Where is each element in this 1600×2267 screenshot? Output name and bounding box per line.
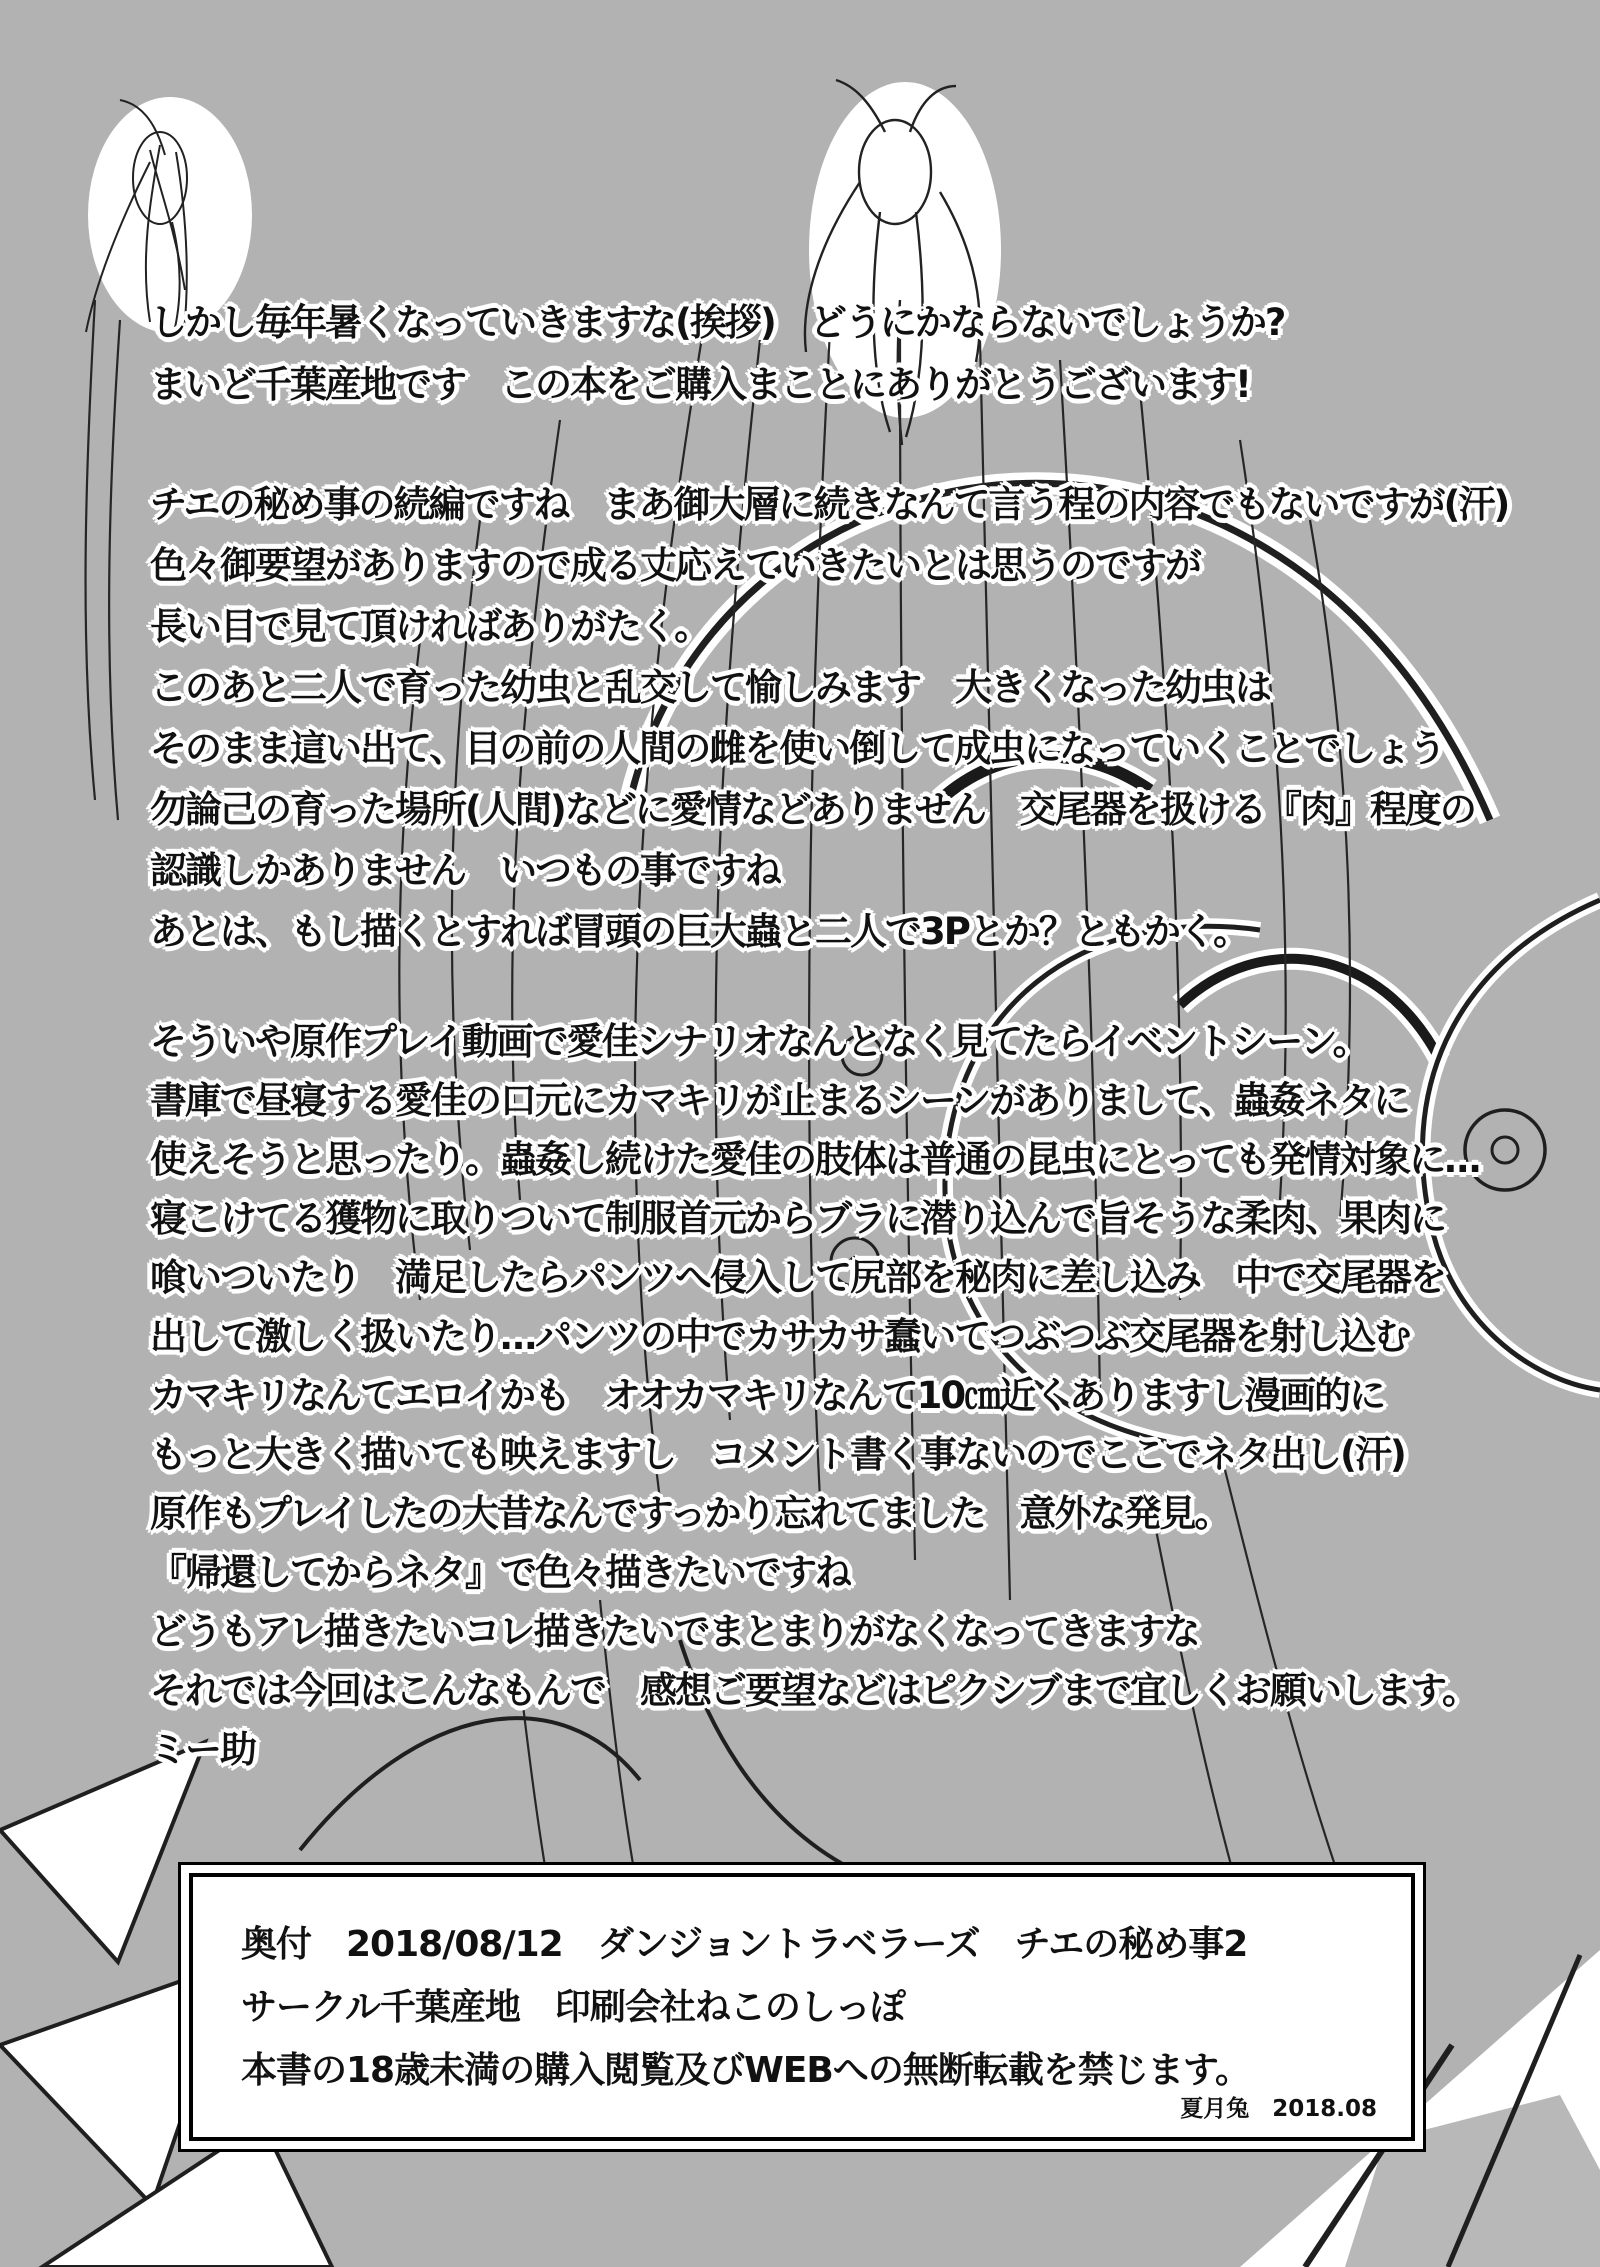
afterword-line: 出して激しく扱いたり…パンツの中でカサカサ蠢いてつぶつぶ交尾器を射し込む [150, 1315, 1410, 1358]
afterword-line: 原作もプレイしたの大昔なんですっかり忘れてました 意外な発見。 [150, 1492, 1230, 1535]
afterword-line: あとは、もし描くとすれば冒頭の巨大蟲と二人で3Pとか？ともかく。 [150, 910, 1249, 953]
afterword-line: 寝こけてる獲物に取りついて制服首元からブラに潜り込んで旨そうな柔肉、果肉に [150, 1197, 1445, 1240]
afterword-body [150, 474, 1508, 962]
afterword-line: 喰いついたり 満足したらパンツへ侵入して尻部を秘肉に差し込み 中で交尾器を [150, 1256, 1445, 1299]
afterword-line: しかし毎年暑くなっていきますな(挨拶) どうにかならないでしょうか? [150, 301, 1285, 344]
author-signature: ミー助 [150, 1728, 255, 1771]
afterword-notes [150, 1012, 1479, 1779]
afterword-line: 長い目で見て頂ければありがたく。 [150, 605, 710, 648]
afterword-line: 色々御要望がありますので成る丈応えていきたいとは思うのですが [150, 544, 1200, 587]
colophon-notice-line: 本書の18歳未満の購入閲覧及びWEBへの無断転載を禁じます。 [241, 2050, 1250, 2091]
afterword-line: そういや原作プレイ動画で愛佳シナリオなんとなく見てたらイベントシーン。 [150, 1020, 1368, 1063]
afterword-line: そのまま這い出て、目の前の人間の雌を使い倒して成虫になっていくことでしょう [150, 727, 1445, 770]
colophon-box [178, 1862, 1426, 2152]
afterword-line: もっと大きく描いても映えますし コメント書く事ないのでここでネタ出し(汗) [150, 1433, 1405, 1476]
artist-credit: 夏月兔 2018.08 [1180, 2096, 1377, 2122]
afterword-line: 使えそうと思ったり。蟲姦し続けた愛佳の肢体は普通の昆虫にとっても発情対象に… [150, 1138, 1480, 1181]
afterword-line: 『帰還してからネタ』で色々描きたいですね [150, 1551, 850, 1594]
afterword-line: このあと二人で育った幼虫と乱交して愉しみます 大きくなった幼虫は [150, 666, 1270, 709]
colophon-inner-border [189, 1873, 1415, 2141]
afterword-line: 認識しかありません いつもの事ですね [150, 849, 780, 892]
colophon-title-line: 奥付 2018/08/12 ダンジョントラベラーズ チエの秘め事2 [241, 1924, 1248, 1965]
afterword-line: カマキリなんてエロイかも オオカマキリなんて10㎝近くありますし漫画的に [150, 1374, 1385, 1417]
afterword-line: 勿論己の育った場所(人間)などに愛情などありません 交尾器を扱ける『肉』程度の [150, 788, 1475, 831]
afterword-line: チエの秘め事の続編ですね まあ御大層に続きなんて言う程の内容でもないですが(汗) [150, 483, 1509, 526]
afterword-line: どうもアレ描きたいコレ描きたいでまとまりがなくなってきますな [150, 1610, 1199, 1653]
afterword-line: まいど千葉産地です この本をご購入まことにありがとうございます! [150, 363, 1250, 406]
afterword-line: 書庫で昼寝する愛佳の口元にカマキリが止まるシーンがありまして、蟲姦ネタに [150, 1079, 1409, 1122]
colophon-circle-line: サークル千葉産地 印刷会社ねこのしっぽ [241, 1987, 905, 2028]
afterword-greeting [150, 292, 1284, 416]
afterword-line: それでは今回はこんなもんで 感想ご要望などはピクシブまで宜しくお願いします。 [150, 1669, 1478, 1712]
